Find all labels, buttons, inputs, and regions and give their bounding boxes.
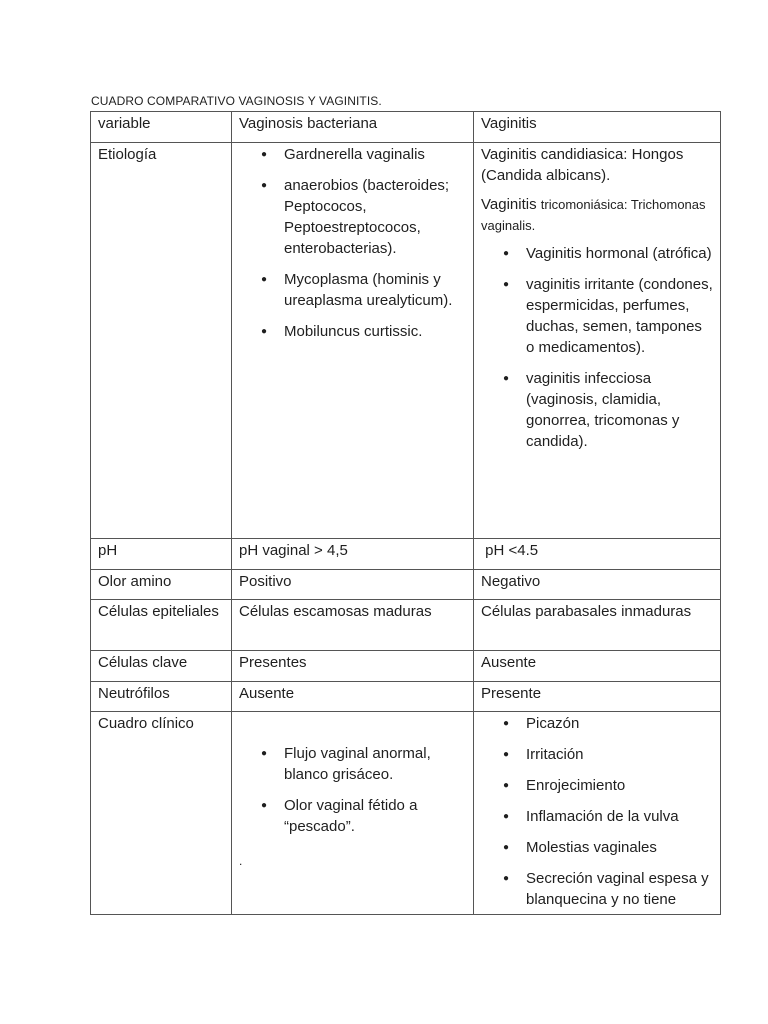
list-item: ● Irritación [526, 744, 713, 765]
row-etiologia [91, 143, 721, 539]
list-item: ● Olor vaginal fétido a “pescado”. [284, 795, 466, 837]
clave-label: Células clave [91, 651, 232, 682]
document-title: CUADRO COMPARATIVO VAGINOSIS Y VAGINITIS. [91, 94, 382, 108]
list-item: ● vaginitis irritante (condones, espermicidas, perfumes, duchas, semen, tampones o medicamentos). [526, 274, 713, 358]
ph-vaginitis: pH <4.5 [474, 539, 721, 570]
ph-label: pH [91, 539, 232, 570]
olor-vaginosis: Positivo [232, 570, 474, 600]
list-item: ● Mycoplasma (hominis y ureaplasma urealyticum). [284, 269, 466, 311]
cuadro-vaginosis-list [239, 743, 466, 837]
comparison-table [90, 111, 721, 915]
etiologia-vaginosis-list [239, 144, 466, 342]
header-variable: variable [91, 112, 232, 143]
clave-vaginosis: Presentes [232, 651, 474, 682]
etiologia-vaginitis-cell [474, 143, 721, 539]
header-vaginosis: Vaginosis bacteriana [232, 112, 474, 143]
list-item: ● Gardnerella vaginalis [284, 144, 466, 165]
cuadro-vaginitis-list [481, 713, 713, 910]
list-item: ● Mobiluncus curtissic. [284, 321, 466, 342]
cuadro-vaginitis-cell [474, 712, 721, 915]
row-neutrofilos [91, 682, 721, 712]
header-row [91, 112, 721, 143]
header-vaginitis: Vaginitis [474, 112, 721, 143]
cuadro-label: Cuadro clínico [91, 712, 232, 915]
etiologia-vaginitis-list [481, 243, 713, 452]
vaginitis-candidiasica: Vaginitis candidiasica: Hongos (Candida albicans). [481, 146, 684, 184]
neutrofilos-vaginosis: Ausente [232, 682, 474, 712]
epiteliales-vaginitis: Células parabasales inmaduras [474, 600, 721, 651]
list-item: ● Flujo vaginal anormal, blanco grisáceo. [284, 743, 466, 785]
list-item: ● Enrojecimiento [526, 775, 713, 796]
list-item: ● Molestias vaginales [526, 837, 713, 858]
list-item: ● Picazón [526, 713, 713, 734]
ph-vaginosis: pH vaginal > 4,5 [232, 539, 474, 570]
row-olor-amino [91, 570, 721, 600]
row-celulas-clave [91, 651, 721, 682]
row-celulas-epiteliales [91, 600, 721, 651]
row-cuadro-clinico [91, 712, 721, 915]
text-span: : Trichomonas vaginalis. [481, 197, 706, 233]
trailing-period: . [239, 854, 243, 868]
epiteliales-vaginosis: Células escamosas maduras [232, 600, 474, 651]
clave-vaginitis: Ausente [474, 651, 721, 682]
text-span: Vaginitis [481, 196, 541, 213]
list-item: ● Secreción vaginal espesa y blanquecina y no tiene [526, 868, 713, 910]
neutrofilos-vaginitis: Presente [474, 682, 721, 712]
epiteliales-label: Células epiteliales [91, 600, 232, 651]
row-ph [91, 539, 721, 570]
list-item: ● Vaginitis hormonal (atrófica) [526, 243, 713, 264]
cuadro-vaginosis-cell [232, 712, 474, 915]
list-item: ● vaginitis infecciosa (vaginosis, clamidia, gonorrea, tricomonas y candida). [526, 368, 713, 452]
vaginitis-tricomoniasica [481, 194, 713, 236]
etiologia-vaginosis-cell [232, 143, 474, 539]
olor-vaginitis: Negativo [474, 570, 721, 600]
text-span: tricomoniásica [540, 197, 624, 212]
list-item: ● Inflamación de la vulva [526, 806, 713, 827]
neutrofilos-label: Neutrófilos [91, 682, 232, 712]
list-item: ● anaerobios (bacteroides; Peptococos, Peptoestreptococos, enterobacterias). [284, 175, 466, 259]
olor-label: Olor amino [91, 570, 232, 600]
etiologia-label: Etiología [91, 143, 232, 539]
